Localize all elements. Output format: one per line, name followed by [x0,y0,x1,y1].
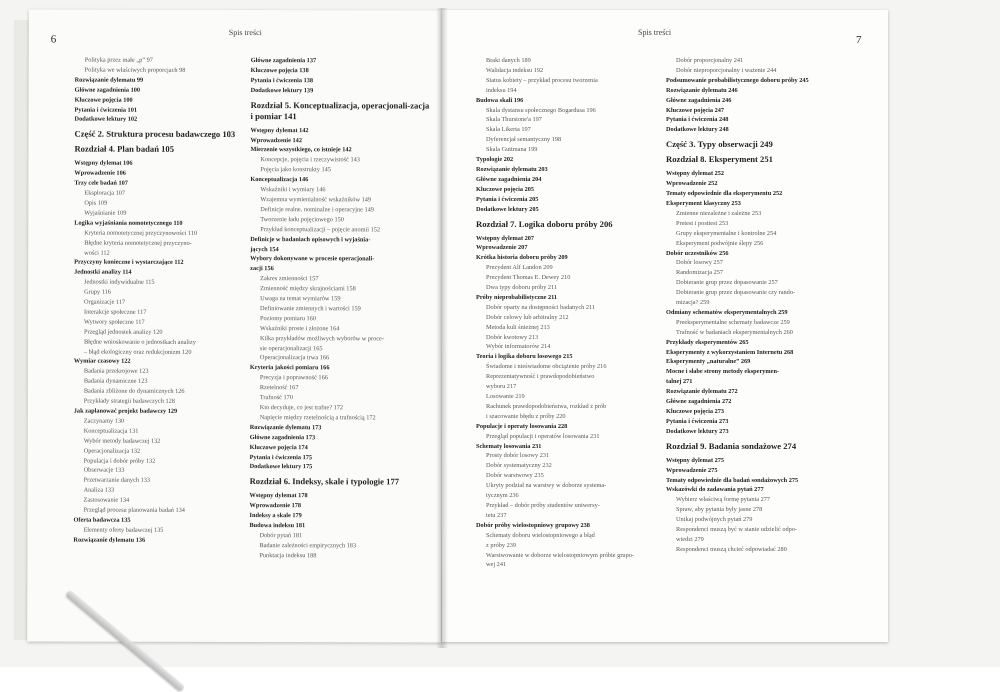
toc-entry: Polityka we właściwych proporcjach 98 [84,66,186,74]
right-page-header: Spis treści [638,28,672,37]
toc-entry: Definicje realne, nominalne i operacyjne 149 [260,205,374,214]
toc-entry: Wstępny dylemat 142 [250,126,309,134]
toc-entry: Prezydent Alf Landon 209 [486,264,553,272]
toc-entry: Rozwiązanie dylematu 203 [476,165,548,173]
toc-entry: Zastosowanie 134 [83,496,130,504]
toc-entry: Dobór nieproporcjonalny i ważenie 244 [676,66,777,74]
toc-entry: Poziomy pomiaru 160 [260,314,316,323]
toc-entry: Pytania i ćwiczenia 101 [74,106,138,114]
toc-entry: Dobieranie grup przez dopasowanie 257 [676,279,778,287]
toc-entry: Tematy odpowiednie dla badań sondażowych 275 [666,476,799,484]
toc-entry: Próby nieprobabilistyczne 211 [476,293,558,301]
toc-entry: talnej 271 [666,378,693,386]
toc-entry: Konceptualizacja 146 [250,176,309,184]
toc-chapter-heading: Rozdział 7. Logika doboru próby 206 [476,218,613,229]
toc-entry: Rozwiązanie dylematu 173 [249,423,322,432]
toc-entry: Przykłady strategii badawczych 128 [83,397,175,405]
toc-entry: zacji 156 [250,265,274,273]
toc-entry: Dobór oparty na dostępności badanych 211 [486,303,596,311]
toc-entry: Wstępny dylemat 252 [666,170,725,178]
book-gutter [436,8,448,648]
toc-entry: Braki danych 189 [486,57,531,64]
toc-entry: jących 154 [250,245,279,253]
toc-entry: Skala dystansu społecznego Bogardusa 196 [486,106,596,114]
toc-entry: Punktacja indeksu 188 [259,551,317,559]
toc-entry: Dobór warstwowy 235 [486,472,544,480]
toc-entry: Rozwiązanie dylematu 136 [73,536,146,544]
toc-entry: Krótka historia doboru próby 209 [476,254,568,262]
toc-entry: Reprezentatywność i prawdopodobieństwo [486,373,595,381]
toc-chapter-heading: Rozdział 8. Eksperyment 251 [666,154,773,165]
toc-entry: Mierzenie wszystkiego, co istnieje 142 [250,146,352,154]
toc-entry: tetu 237 [486,511,507,519]
toc-entry: Dobór proporcjonalny 241 [676,57,744,64]
toc-entry: wej 241 [486,561,507,569]
toc-entry: Opis 109 [84,199,108,207]
toc-entry: Pytania i ćwiczenia 138 [250,76,314,85]
toc-entry: Podsumowanie probabilistycznego doboru próby 245 [666,76,809,84]
toc-entry: Dobór uczestników 256 [666,249,729,257]
toc-entry: Kto decyduje, co jest trafne? 172 [259,404,344,412]
toc-entry: Mocne i słabe strony metody eksperymen- [666,368,780,376]
toc-entry: Przykład konceptualizacji – pojęcie anomii 152 [260,225,381,234]
toc-entry: Napięcie między rzetelnością a trafnością 172 [259,413,376,422]
toc-entry: Eksperyment podwójnie ślepy 256 [676,239,764,247]
toc-entry: Przegląd procesu planowania badań 134 [83,506,185,514]
toc-entry: Indeksy a skale 179 [249,512,302,520]
toc-entry: Zaczynamy 130 [83,417,125,425]
toc-entry: Rozwiązanie dylematu 99 [74,76,144,84]
toc-entry: Wskaźniki proste i złożone 164 [259,324,340,333]
toc-entry: mizacja? 259 [676,299,710,307]
toc-entry: Operacjonalizacja 132 [83,447,141,455]
toc-entry: Eksploracja 107 [84,189,126,197]
toc-entry: Badania dynamiczne 123 [83,377,148,386]
toc-entry: Dodatkowe lektury 102 [74,116,138,124]
toc-entry: Logika wyjaśniania nomotetycznego 110 [74,219,183,227]
toc-entry: Wprowadzenie 178 [249,502,302,510]
toc-entry: Prezydent Thomas E. Dewey 210 [486,274,571,282]
toc-entry: Wybór metody badawczej 132 [83,437,161,445]
toc-entry: wyboru 217 [486,383,517,391]
toc-entry: Wymiar czasowy 122 [73,358,131,366]
toc-entry: Przykład – dobór próby studentów uniwersy- [486,501,600,509]
toc-entry: Preeksperymentalne schematy badawcze 259 [676,318,790,326]
right-toc-column-2 [666,56,880,555]
toc-entry: Typologie 202 [476,156,514,164]
toc-entry: Wskazówki do zadawania pytań 277 [666,486,764,494]
toc-entry: Wprowadzenie 207 [476,244,528,252]
toc-entry: Skala Likerta 197 [486,126,531,134]
toc-entry: Ukryty podział na warstwy w doborze systema- [486,482,607,490]
toc-entry: Zakres zmienności 157 [260,275,319,283]
toc-entry: Operacjonalizacja trwa 166 [259,354,330,362]
toc-entry: Wprowadzenie 106 [74,169,126,177]
toc-entry: Skala Thurstone'a 197 [486,116,542,124]
toc-entry: Wyjaśnianie 109 [84,209,127,217]
left-page-header: Spis treści [228,27,262,38]
toc-entry: Grupy 116 [84,288,111,296]
toc-entry: Wybierz właściwą formę pytania 277 [676,496,771,504]
toc-entry: Główne zagadnienia 272 [666,398,732,406]
toc-entry: Eksperymenty „naturalne” 269 [666,358,751,366]
toc-entry: Kryteria nomotetycznej przyczynowości 110 [84,229,198,237]
toc-entry: Dobór celowy lub arbitralny 212 [486,313,569,321]
toc-entry: Świadome i nieświadome obciążenie próby 216 [486,363,607,371]
right-page-number: 7 [856,34,862,46]
toc-entry: Wybór informatorów 214 [486,343,551,351]
toc-entry: Populacje i operaty losowania 228 [476,422,568,430]
toc-entry: Losowanie 219 [486,393,525,400]
toc-entry: Kilka przykładów możliwych wyborów w proce- [259,334,384,343]
toc-entry: Metoda kuli śnieżnej 213 [486,323,550,331]
toc-entry: – błąd ekologiczny oraz redukcjonizm 120 [83,348,192,356]
toc-entry: Respondenci muszą chcieć odpowiadać 280 [676,545,787,553]
toc-entry: Trzy cele badań 107 [74,179,128,187]
toc-entry: Dodatkowe lektury 273 [666,427,729,435]
right-page [442,10,888,642]
left-page [27,9,443,642]
toc-entry: tycznym 236 [486,492,519,500]
toc-entry: Pytania i ćwiczenia 175 [249,453,313,461]
toc-entry: Populacja i dobór próby 132 [83,457,156,465]
toc-entry: Status kobiety – przykład procesu tworzenia [486,76,598,84]
toc-entry: Wytwory społeczne 117 [84,318,145,326]
toc-entry: Kryteria jakości pomiaru 166 [249,364,330,372]
toc-entry: Pojęcia jako konstrukty 145 [260,166,331,174]
toc-entry: Uwaga na temat wymiarów 159 [260,295,341,303]
toc-entry: Unikaj podwójnych pytań 279 [676,516,753,524]
toc-chapter-heading: Rozdział 4. Plan badań 105 [74,143,175,155]
toc-entry: Wprowadzenie 142 [250,136,302,144]
toc-entry: Główne zagadnienia 137 [250,57,317,65]
toc-entry: Dobór próby wielostopniowy grupowy 238 [476,521,590,529]
toc-chapter-heading: Rozdział 5. Konceptualizacja, operacjonali-zacja i pomiar 141 [250,99,430,121]
toc-entry: Badania przekrojowe 123 [83,367,149,376]
toc-entry: Jak zaplanować projekt badawczy 129 [73,407,178,415]
toc-chapter-heading: Rozdział 9. Badania sondażowe 274 [666,440,797,451]
toc-entry: Prosty dobór losowy 231 [486,452,550,460]
toc-entry: Trafność w badaniach eksperymentalnych 260 [676,328,793,336]
toc-entry: Wskaźniki i wymiary 146 [260,186,326,194]
toc-entry: Jednostki indywidualne 115 [84,278,155,287]
left-toc-column-1 [73,56,239,546]
toc-entry: Tworzenie ładu pojęciowego 150 [260,215,344,224]
toc-entry: Organizacje 117 [84,298,126,306]
toc-entry: Kluczowe pojęcia 138 [250,66,309,75]
toc-entry: Błędne wnioskowanie o jednostkach analizy [83,338,196,346]
toc-chapter-heading: Część 3. Typy obserwacji 249 [666,139,773,150]
toc-entry: Dodatkowe lektury 205 [476,205,539,213]
toc-entry: i szacowanie błędu z próby 220 [486,412,566,420]
toc-entry: Przyczyny konieczne i wystarczające 112 [74,258,184,267]
toc-entry: Wybory dokonywane w procesie operacjonali- [250,255,375,263]
toc-entry: Kluczowe pojęcia 205 [476,185,535,193]
toc-entry: Badania zbliżone do dynamicznych 126 [83,387,185,396]
toc-entry: Przetwarzanie danych 133 [83,476,151,485]
toc-entry: Oferta badawcza 135 [73,516,131,524]
right-toc-column-1 [476,56,664,570]
toc-entry: Rzetelność 167 [259,384,299,392]
toc-entry: Dodatkowe lektury 139 [250,86,314,94]
toc-entry: Główne zagadnienia 173 [249,433,316,441]
toc-entry: Odmiany schematów eksperymentalnych 259 [666,308,788,316]
toc-entry: Polityka przez małe „p” 97 [84,56,153,64]
toc-chapter-heading: Część 2. Struktura procesu badawczego 103 [74,128,236,140]
toc-entry: Przegląd populacji i operatów losowania 231 [486,432,600,440]
toc-entry: Budowa skali 196 [476,96,524,104]
toc-entry: Główne zagadnienia 204 [476,175,542,183]
toc-entry: Respondenci muszą być w stanie udzielić odpo- [676,526,798,534]
toc-entry: Budowa indeksu 181 [249,522,306,530]
toc-entry: Schematy losowania 231 [476,442,542,450]
toc-entry: Przegląd jednostek analizy 120 [83,328,163,336]
toc-entry: Dobieranie grup przez dopasowanie czy rando- [676,289,796,297]
toc-entry: Wstępny dylemat 178 [249,492,308,500]
toc-entry: Precyzja i poprawność 166 [259,374,328,382]
toc-entry: z próby 239 [486,541,517,549]
toc-entry: Kluczowe pojęcia 174 [249,443,308,451]
toc-entry: Błędne kryteria nomotetycznej przyczyno- [84,239,192,247]
toc-entry: Trafność 170 [259,394,294,402]
toc-entry: sie operacjonalizacji 165 [259,344,323,352]
toc-entry: Wprowadzenie 275 [666,466,718,474]
toc-entry: Analiza 133 [83,486,115,494]
toc-entry: Dodatkowe lektury 175 [249,463,313,471]
toc-entry: Tematy odpowiednie dla eksperymentu 252 [666,190,783,198]
toc-entry: Pretest i posttest 253 [676,219,729,227]
toc-entry: Rachunek prawdopodobieństwa, rozkład z prób [486,402,607,410]
toc-entry: Interakcje społeczne 117 [84,308,147,316]
toc-entry: Dobór systematyczny 232 [486,462,552,470]
toc-entry: Schematy doboru wielostopniowego a błąd [486,531,595,539]
toc-entry: Kluczowe pojęcia 273 [666,408,725,415]
toc-entry: Pytania i ćwiczenia 273 [666,417,729,425]
toc-chapter-heading: Rozdział 6. Indeksy, skale i typologie 177 [249,476,400,487]
toc-entry: Wstępny dylemat 275 [666,456,725,464]
toc-entry: Eksperyment klasyczny 253 [666,199,741,207]
toc-entry: wiedzi 279 [676,535,704,543]
toc-entry: Kluczowe pojęcia 100 [74,96,133,104]
toc-entry: Walidacja indeksu 192 [486,66,544,74]
toc-entry: indeksu 194 [486,86,517,94]
toc-entry: Elementy oferty badawczej 135 [83,526,164,534]
toc-entry: Dwa typy doboru próby 211 [486,284,558,292]
toc-entry: Randomizacja 257 [676,269,724,277]
toc-entry: Skala Guttmana 199 [486,146,538,154]
left-toc-column-2 [249,56,430,561]
toc-entry: Wstępny dylemat 106 [74,159,133,168]
toc-entry: Dobór kwotowy 213 [486,333,539,341]
toc-entry: Zmienne niezależne i zależne 253 [676,209,762,217]
toc-entry: Eksperymenty z wykorzystaniem Internetu 268 [666,348,794,356]
toc-entry: Spraw, aby pytania były jasne 278 [676,506,763,514]
toc-entry: Zmienność między skrajnościami 158 [260,285,356,293]
toc-entry: Badanie zależności empirycznych 183 [259,541,357,550]
toc-entry: Dodatkowe lektury 248 [666,126,729,134]
toc-entry: Dobór pytań 181 [259,532,303,540]
toc-entry: Koncepcje, pojęcia i rzeczywistość 143 [260,156,360,164]
left-page-number: 6 [50,33,57,46]
toc-entry: Teoria i logika doboru losowego 215 [476,353,573,361]
toc-entry: Warstwowanie w doborze wielostopniowym próbie grupo- [486,551,634,559]
toc-entry: Wstępny dylemat 207 [476,234,535,242]
toc-entry: Rozwiązanie dylematu 272 [666,388,738,396]
toc-entry: wości 112 [84,249,110,257]
toc-entry: Wprowadzenie 252 [666,180,718,188]
toc-entry: Pytania i ćwiczenia 205 [476,195,539,203]
toc-entry: Kluczowe pojęcia 247 [666,106,725,114]
toc-entry: Definicje w badaniach opisowych i wyjaśnia- [250,235,371,243]
toc-entry: Konceptualizacja 131 [83,427,139,435]
toc-entry: Przykłady eksperymentów 265 [666,338,749,346]
toc-entry: Rozwiązanie dylematu 246 [666,86,738,94]
toc-entry: Główne zagadnienia 246 [666,96,732,104]
toc-entry: Jednostki analizy 114 [74,268,132,277]
toc-entry: Grupy eksperymentalne i kontrolne 254 [676,229,777,237]
toc-entry: Pytania i ćwiczenia 248 [666,116,729,124]
toc-entry: Definiowanie zmiennych i wartości 159 [260,305,361,313]
toc-entry: Dyferencjał semantyczny 198 [486,136,562,144]
toc-entry: Dobór losowy 257 [676,259,723,267]
toc-entry: Wzajemna wymienialność wskaźników 149 [260,196,372,204]
toc-entry: Obserwacje 133 [83,467,125,475]
toc-entry: Główne zagadnienia 100 [74,86,141,94]
